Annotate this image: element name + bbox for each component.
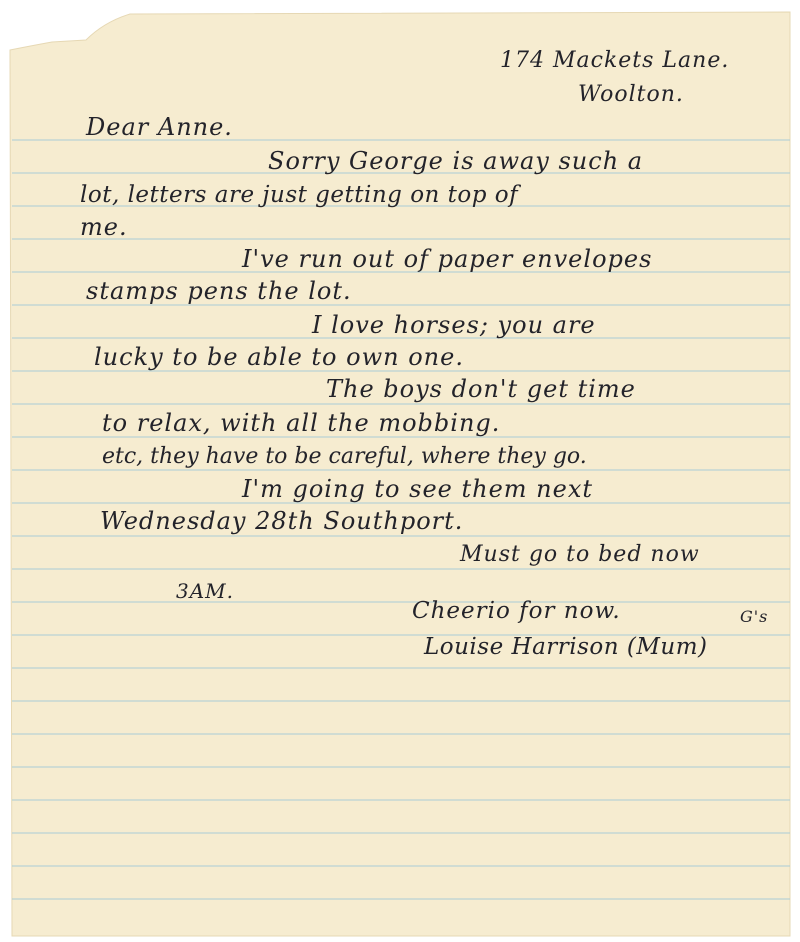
body-line: to relax, with all the mobbing. (102, 409, 501, 437)
body-line: The boys don't get time (326, 375, 636, 403)
body-line: lucky to be able to own one. (94, 343, 464, 371)
body-line: Wednesday 28th Southport. (100, 507, 464, 535)
body-line: stamps pens the lot. (86, 277, 352, 305)
body-line: I love horses; you are (312, 311, 596, 339)
body-line: lot, letters are just getting on top of (80, 182, 519, 208)
salutation: Dear Anne. (86, 113, 233, 141)
body-line: etc, they have to be careful, where they go. (102, 444, 587, 469)
signature-note: G's (740, 607, 769, 626)
address-town: Woolton. (578, 82, 684, 107)
body-line: me. (80, 213, 128, 241)
body-line: I'm going to see them next (242, 475, 594, 503)
closing: Cheerio for now. (412, 598, 621, 624)
signature: Louise Harrison (Mum) (424, 634, 708, 660)
time-note: 3AM. (176, 579, 235, 603)
body-line: Sorry George is away such a (268, 147, 644, 175)
body-line: I've run out of paper envelopes (242, 245, 653, 273)
address-street: 174 Mackets Lane. (500, 48, 730, 73)
body-line: Must go to bed now (460, 542, 700, 567)
